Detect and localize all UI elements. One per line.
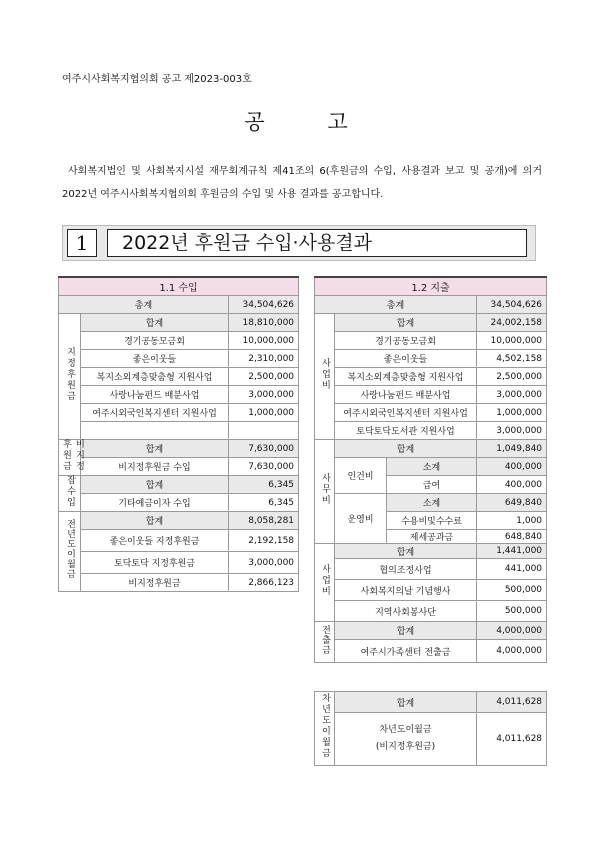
table-row-amount: 441,000	[477, 559, 547, 580]
table-row-amount: 400,000	[477, 458, 547, 476]
table-row-amount: 3,000,000	[229, 552, 299, 574]
expense-heading: 1.2 지출	[315, 277, 547, 296]
table-row-amount: 6,345	[229, 476, 299, 494]
carryover-category: 전년도이월금	[59, 512, 81, 592]
table-row-item: 협의조정사업	[335, 559, 477, 580]
table-row-item	[335, 713, 477, 766]
nextyear-item-line2: (비지정후원금)	[375, 742, 436, 752]
table-row-item: 지역사회봉사단	[335, 601, 477, 622]
table-row-amount: 18,810,000	[229, 314, 299, 332]
income-total: 34,504,626	[229, 296, 299, 314]
table-row-item: 토닥토닥도서관 지원사업	[335, 422, 477, 440]
table-row-item: 합계	[335, 544, 477, 559]
table-row-item: 합계	[335, 440, 477, 458]
table-row-amount: 6,345	[229, 494, 299, 512]
table-row-item: 합계	[335, 692, 477, 713]
table-row-item: 경기공동모금회	[335, 332, 477, 350]
table-row-amount: 8,058,281	[229, 512, 299, 530]
table-row-amount: 10,000,000	[229, 332, 299, 350]
table-row-amount: 3,000,000	[477, 386, 547, 404]
table-row-item: 복지소외계층맞춤형 지원사업	[81, 368, 229, 386]
project-category: 사업비	[315, 314, 335, 440]
non-designated-category: 비지정후원금	[59, 440, 81, 476]
table-row-amount: 1,049,840	[477, 440, 547, 458]
table-row-item: 사회복지의날 기념행사	[335, 580, 477, 601]
office-category: 사무비	[315, 440, 335, 544]
empty-cell	[81, 422, 229, 440]
table-row-amount: 4,000,000	[477, 622, 547, 640]
table-row-amount: 4,011,628	[477, 713, 547, 766]
table-row-amount: 400,000	[477, 476, 547, 494]
table-row-item: 급여	[387, 476, 477, 494]
table-row-amount: 3,000,000	[477, 422, 547, 440]
table-row-item: 사랑나눔펀드 배분사업	[335, 386, 477, 404]
nextyear-category: 차년도이월금	[315, 692, 335, 766]
income-table	[58, 276, 299, 592]
page-title: 공 고	[244, 110, 376, 134]
table-row-item: 소계	[387, 458, 477, 476]
personnel-label: 인건비	[335, 458, 387, 494]
table-row-amount: 2,500,000	[477, 368, 547, 386]
table-row-item: 합계	[335, 314, 477, 332]
table-row-amount: 2,192,158	[229, 530, 299, 552]
table-row-item: 복지소외계층맞춤형 지원사업	[335, 368, 477, 386]
table-row-item: 비지정후원금 수입	[81, 458, 229, 476]
table-row-item: 여주시가족센터 전출금	[335, 640, 477, 663]
income-total-label: 총계	[59, 296, 229, 314]
table-row-item: 합계	[81, 512, 229, 530]
table-row-amount: 7,630,000	[229, 440, 299, 458]
table-row-item: 좋은이웃들	[335, 350, 477, 368]
expense-total-label: 총계	[315, 296, 477, 314]
transfer-category: 전출금	[315, 622, 335, 663]
table-row-amount: 649,840	[477, 494, 547, 512]
table-row-amount: 2,310,000	[229, 350, 299, 368]
section-title: 2022년 후원금 수입·사용결과	[107, 229, 527, 257]
table-row-item: 합계	[335, 622, 477, 640]
table-row-item: 여주시외국인복지센터 지원사업	[81, 404, 229, 422]
table-row-item: 기타예금이자 수입	[81, 494, 229, 512]
table-row-item: 좋은이웃들 지정후원금	[81, 530, 229, 552]
nextyear-item-line1: 차년도이월금	[379, 725, 432, 735]
expense-table	[314, 276, 547, 766]
table-row-item: 좋은이웃들	[81, 350, 229, 368]
table-row-item: 합계	[81, 440, 229, 458]
empty-cell	[229, 422, 299, 440]
table-row-amount: 1,000	[477, 512, 547, 530]
table-row-amount: 3,000,000	[229, 386, 299, 404]
table-row-amount: 500,000	[477, 580, 547, 601]
table-row-item: 합계	[81, 314, 229, 332]
misc-category: 잡수입	[59, 476, 81, 512]
table-row-amount: 1,000,000	[477, 404, 547, 422]
table-row-amount: 1,000,000	[229, 404, 299, 422]
table-row-item: 사랑나눔펀드 배분사업	[81, 386, 229, 404]
table-row-amount: 4,000,000	[477, 640, 547, 663]
table-row-amount: 2,866,123	[229, 574, 299, 592]
table-row-item: 여주시외국인복지센터 지원사업	[335, 404, 477, 422]
table-row-item: 합계	[81, 476, 229, 494]
intro-paragraph: 사회복지법인 및 사회복지시설 재무회계규칙 제41조의 6(후원금의 수입, 사용결과 보고 및 공개)에 의거 2022년 여주시사회복지협의회 후원금의 수입 및 사용 결과를 공고합니다.	[62, 166, 542, 200]
table-row-amount: 2,500,000	[229, 368, 299, 386]
table-row-amount: 4,011,628	[477, 692, 547, 713]
table-row-amount: 648,840	[477, 530, 547, 544]
table-row-amount: 4,502,158	[477, 350, 547, 368]
table-row-amount: 1,441,000	[477, 544, 547, 559]
operating-label: 운영비	[335, 494, 387, 544]
table-row-amount: 10,000,000	[477, 332, 547, 350]
table-row-item: 경기공동모금회	[81, 332, 229, 350]
section-number: 1	[67, 229, 97, 257]
table-row-item: 소계	[387, 494, 477, 512]
table-row-item: 제세공과금	[387, 530, 477, 544]
section-header	[62, 225, 536, 261]
project2-category: 사업비	[315, 544, 335, 622]
table-row-item: 비지정후원금	[81, 574, 229, 592]
income-heading: 1.1 수입	[59, 277, 299, 296]
spacer	[315, 663, 547, 692]
notice-number: 여주시사회복지협의회 공고 제2023-003호	[62, 74, 252, 85]
table-row-item: 토닥토닥 지정후원금	[81, 552, 229, 574]
designated-category: 지정후원금	[59, 314, 81, 440]
expense-total: 34,504,626	[477, 296, 547, 314]
table-row-amount: 24,002,158	[477, 314, 547, 332]
table-row-amount: 7,630,000	[229, 458, 299, 476]
table-row-amount: 500,000	[477, 601, 547, 622]
table-row-item: 수용비및수수료	[387, 512, 477, 530]
